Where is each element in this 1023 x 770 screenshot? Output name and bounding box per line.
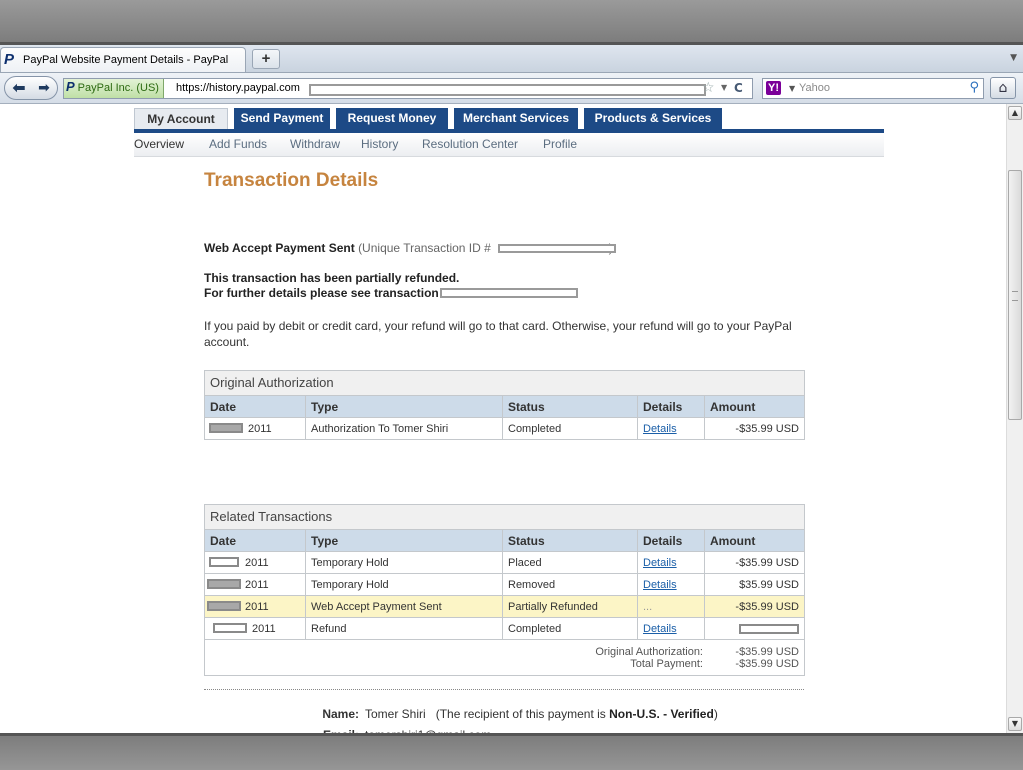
status-cell: Completed — [503, 418, 638, 440]
recipient-name: Tomer Shiri — [365, 707, 426, 721]
date-cell — [205, 418, 306, 440]
date-year: 2011 — [245, 600, 269, 613]
browser-tab-title: PayPal Website Payment Details - PayPal — [23, 54, 229, 66]
back-forward-group — [4, 76, 58, 100]
type-cell: Temporary Hold — [306, 574, 503, 596]
engine-dropdown-icon[interactable]: ▼ — [789, 84, 796, 93]
date-redaction — [209, 423, 243, 433]
scroll-up-icon[interactable]: ▲ — [1008, 106, 1022, 120]
tab-list-dropdown-icon[interactable]: ▼ — [1010, 53, 1017, 63]
tab-my-account[interactable]: My Account — [134, 108, 228, 129]
paypal-main-tabs — [134, 108, 884, 133]
summary-original-label: Original Authorization: — [595, 645, 703, 658]
new-tab-button[interactable]: + — [252, 49, 280, 69]
details-link[interactable]: Details — [643, 556, 677, 569]
reload-icon[interactable]: C — [734, 81, 743, 95]
amount-redaction — [739, 624, 799, 634]
url-text: https://history.paypal.com — [176, 82, 300, 94]
column-header-amount: Amount — [705, 530, 805, 552]
payment-type-label: Web Accept Payment Sent — [204, 241, 355, 255]
browser-tab-active[interactable] — [0, 47, 246, 72]
summary-row — [205, 640, 805, 676]
unique-id-prefix: (Unique Transaction ID # — [358, 241, 491, 255]
type-cell: Temporary Hold — [306, 552, 503, 574]
details-cell — [638, 574, 705, 596]
status-cell: Removed — [503, 574, 638, 596]
date-year: 2011 — [248, 422, 272, 435]
scrollbar-grip — [1012, 291, 1018, 301]
back-arrow-icon[interactable]: ⬅ — [12, 78, 26, 97]
table-row — [205, 574, 805, 596]
screen-bottom-border — [0, 733, 1023, 770]
paypal-favicon-icon: P — [4, 51, 15, 68]
details-link[interactable]: Details — [643, 622, 677, 635]
details-link[interactable]: Details — [643, 578, 677, 591]
tab-products-services[interactable]: Products & Services — [584, 108, 722, 129]
column-header-type: Type — [306, 530, 503, 552]
amount-cell — [705, 618, 805, 640]
date-cell — [205, 552, 306, 574]
summary-cell — [205, 640, 805, 676]
original-authorization-table — [204, 370, 805, 440]
date-redaction — [207, 579, 241, 589]
amount-cell: -$35.99 USD — [705, 418, 805, 440]
table-row — [205, 618, 805, 640]
date-year: 2011 — [252, 622, 276, 635]
date-cell — [205, 574, 306, 596]
yahoo-engine-icon[interactable]: Y! — [768, 82, 779, 94]
section-divider — [204, 689, 804, 690]
star-icon[interactable]: ☆ — [702, 80, 715, 96]
linked-transaction-redaction — [440, 288, 578, 298]
column-header-status: Status — [503, 530, 638, 552]
subnav-profile[interactable]: Profile — [543, 137, 578, 151]
date-cell — [205, 596, 306, 618]
url-redaction — [309, 84, 706, 96]
page-content — [0, 104, 1006, 733]
navigation-toolbar — [0, 73, 1023, 104]
details-cell — [638, 418, 705, 440]
screen-top-border — [0, 0, 1023, 45]
related-transactions-title: Related Transactions — [204, 504, 805, 529]
column-header-amount: Amount — [705, 396, 805, 418]
details-link[interactable]: Details — [643, 422, 677, 435]
address-bar[interactable] — [63, 78, 753, 99]
summary-total-label: Total Payment: — [630, 657, 703, 670]
site-identity-button[interactable] — [64, 79, 164, 98]
refund-notice-line2: For further details please see transaction — [204, 286, 439, 300]
details-cell — [638, 618, 705, 640]
subnav-history[interactable]: History — [361, 137, 399, 151]
column-header-type: Type — [306, 396, 503, 418]
paypal-subnav — [134, 133, 884, 157]
refund-note-line1: If you paid by debit or credit card, your refund will go to that card. Otherwise, your refund will go to your PayPal — [204, 319, 792, 333]
home-icon[interactable]: ⌂ — [990, 77, 1016, 99]
browser-window — [0, 45, 1023, 733]
summary-original-value: -$35.99 USD — [735, 645, 799, 658]
amount-cell: -$35.99 USD — [705, 596, 805, 618]
column-header-details: Details — [638, 396, 705, 418]
subnav-withdraw[interactable]: Withdraw — [290, 137, 341, 151]
status-cell: Partially Refunded — [503, 596, 638, 618]
type-cell: Authorization To Tomer Shiri — [306, 418, 503, 440]
table-header-row — [205, 396, 805, 418]
date-redaction — [207, 601, 241, 611]
status-cell: Completed — [503, 618, 638, 640]
refund-notice-line1: This transaction has been partially refunded. — [204, 271, 460, 285]
forward-arrow-icon[interactable]: ➡ — [38, 80, 50, 96]
tab-send-payment[interactable]: Send Payment — [234, 108, 330, 129]
summary-total-value: -$35.99 USD — [735, 657, 799, 670]
name-label: Name: — [322, 707, 359, 721]
details-cell — [638, 552, 705, 574]
column-header-date: Date — [205, 396, 306, 418]
scrollbar-thumb[interactable] — [1008, 170, 1022, 420]
recipient-note-prefix: (The recipient of this payment is — [435, 707, 606, 721]
table-header-row — [205, 530, 805, 552]
date-year: 2011 — [245, 578, 269, 591]
scroll-down-icon[interactable]: ▼ — [1008, 717, 1022, 731]
date-cell — [205, 618, 306, 640]
paypal-logo-icon: P — [66, 79, 75, 94]
type-cell: Web Accept Payment Sent — [306, 596, 503, 618]
amount-cell: $35.99 USD — [705, 574, 805, 596]
table-row-highlighted — [205, 596, 805, 618]
original-authorization-title: Original Authorization — [204, 370, 805, 395]
transaction-id-redaction — [498, 244, 616, 253]
table-row — [205, 552, 805, 574]
site-identity-label: PayPal Inc. (US) — [77, 82, 159, 94]
recipient-status: Non-U.S. - Verified — [609, 707, 714, 721]
subnav-resolution-center[interactable]: Resolution Center — [422, 137, 519, 151]
name-line — [365, 707, 718, 721]
vertical-scrollbar[interactable] — [1006, 104, 1023, 733]
subnav-overview[interactable]: Overview — [134, 137, 185, 151]
details-cell: ... — [638, 596, 705, 618]
tab-merchant-services[interactable]: Merchant Services — [454, 108, 578, 129]
recipient-note-suffix: ) — [713, 707, 718, 721]
column-header-details: Details — [638, 530, 705, 552]
column-header-status: Status — [503, 396, 638, 418]
url-history-dropdown-icon[interactable]: ▼ — [721, 83, 728, 92]
date-year: 2011 — [245, 556, 269, 569]
page-title: Transaction Details — [204, 170, 379, 191]
search-input[interactable]: Yahoo — [799, 82, 830, 94]
refund-note-line2: account. — [204, 335, 250, 349]
search-bar[interactable] — [762, 78, 984, 99]
tab-request-money[interactable]: Request Money — [336, 108, 448, 129]
date-redaction — [209, 557, 239, 567]
column-header-date: Date — [205, 530, 306, 552]
amount-cell: -$35.99 USD — [705, 552, 805, 574]
status-cell: Placed — [503, 552, 638, 574]
summary-original-line — [210, 646, 799, 658]
table-row — [205, 418, 805, 440]
date-redaction — [213, 623, 247, 633]
summary-total-line — [210, 658, 799, 670]
magnifier-icon[interactable]: ⚲ — [969, 80, 979, 95]
related-transactions-table — [204, 504, 805, 676]
subnav-add-funds[interactable]: Add Funds — [209, 137, 268, 151]
tab-strip — [0, 45, 1023, 73]
type-cell: Refund — [306, 618, 503, 640]
